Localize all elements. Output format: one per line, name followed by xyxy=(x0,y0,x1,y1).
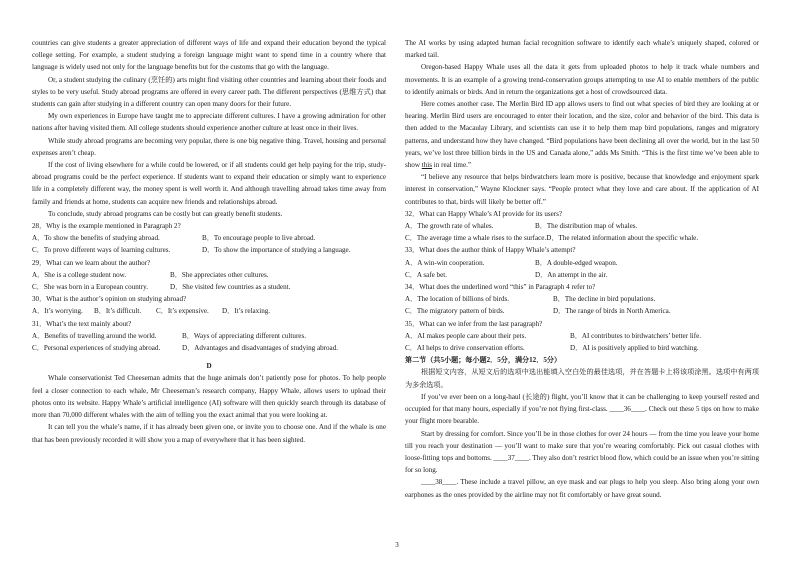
cloze-1-end: . Check out these 5 tips on how to make your flight more bearable. xyxy=(405,405,760,426)
question-32: 32．What can Happy Whale’s AI provide for its users? xyxy=(405,209,563,218)
option-31a: A．Benefits of travelling around the world. xyxy=(32,331,157,340)
option-28a: A．To show the benefits of studying abroad. xyxy=(32,234,160,243)
question-34-options-ab xyxy=(405,293,759,305)
option-34c: C．The migratory pattern of birds. xyxy=(405,307,505,316)
question-29: 29．What can we learn about the author? xyxy=(32,258,151,267)
option-32a: A．The growth rate of whales. xyxy=(405,222,494,231)
question-30: 30．What is the author’s opinion on studying abroad? xyxy=(32,295,187,304)
blank-37: ____37____ xyxy=(493,453,529,462)
question-33-options-cd xyxy=(405,269,759,281)
option-29b: B．She appreciates other cultures. xyxy=(170,270,269,279)
option-28b: B．To encourage people to live abroad. xyxy=(202,234,316,243)
question-34: 34．What does the underlined word “this” in Paragraph 4 refer to? xyxy=(405,283,596,292)
question-35: 35．What can we infer from the last paragraph? xyxy=(405,319,543,328)
option-33c: C．A safe bet. xyxy=(405,270,447,279)
option-35b: B．AI contributes to birdwatchers’ better life. xyxy=(570,331,702,340)
question-33: 33．What does the author think of Happy Whale’s attempt? xyxy=(405,246,576,255)
question-28-options-ab xyxy=(32,232,386,244)
passage-d-paragraph-3: The AI works by using adapted human facial recognition software to identify each whale’s uniquely shaped, colored or marked tail. xyxy=(405,39,759,60)
section-2-instructions: 根据短文内容，从短文后的选项中选出能填入空白处的最佳选项，并在答题卡上将该项涂黑。选项中有两项为多余选项。 xyxy=(405,368,759,389)
question-28: 28．Why is the example mentioned in Paragraph 2? xyxy=(32,222,181,231)
blank-38: ____38____ xyxy=(421,478,457,487)
cloze-3-text: . These include a travel pillow, an eye mask and ear plugs to help you sleep. Also bring along your own earphones as the ones provided by the airline may not fit comfortably or have great sound. xyxy=(405,478,759,499)
option-34a: A．The location of billions of birds. xyxy=(405,295,510,304)
question-35-options-ab xyxy=(405,330,759,342)
cloze-2-end: . They also don’t restrict blood flow, which could be an issue when you’re sitting for so long. xyxy=(405,453,759,475)
question-30-options xyxy=(32,305,386,317)
passage-d-paragraph-4: Oregon-based Happy Whale uses all the data it gets from uploaded photos to help it track whale numbers and movements. It is an example of a growing trend-conservation groups attempting to use AI to enable members of the public to identify animals or birds. And in return the organizations get a host of crowdsourced data. xyxy=(405,63,759,96)
section-d-heading: D xyxy=(206,362,212,371)
paragraph-5-text: Here comes another case. The Merlin Bird ID app allows users to find out what species of bird they are looking at or hearing. Merlin Bird users are encouraged to enter their location, and the size, color and behavior of the bird. This data is then added to the Macaulay Library, and scientists can use it to help them map bird populations, ranges and migratory patterns, and understand how they have changed. “Bird populations have been declining all over the world, but in the last 50 years, we’ve lost three billion birds in the US and Canada alone,” adds Ms Smith. “This is the first time we’ve been able to show xyxy=(405,100,759,170)
page-number: 3 xyxy=(395,541,399,549)
option-30a: A．It’s worrying. xyxy=(32,307,83,316)
option-32b: B．The distribution map of whales. xyxy=(535,222,638,231)
passage-d-paragraph-1: Whale conservationist Ted Cheeseman admits that the huge animals don’t patiently pose for photos. To help people feel a closer connection to each whale, Mr Cheeseman’s research company, Happy Whale, allows users to upload their photos onto its website. Happy Whale’s artificial intelligence (AI) software will then quickly search through its database of more than 70,000 different whales with the aim of telling you the exact animal that you were looking at. xyxy=(32,374,386,420)
passage-d-paragraph-2: It can tell you the whale’s name, if it has already been given one, or invite you to choose one. And if the whale is one that has been previously recorded it will show you a map of everywhere that it has been sighted. xyxy=(32,423,386,444)
option-28c: C．To prove different ways of learning cultures. xyxy=(32,246,171,255)
option-31d: D．Advantages and disadvantages of studying abroad. xyxy=(182,344,339,353)
passage-c-paragraph-3: My own experiences in Europe have taught me to appreciate different cultures. I have a growing admiration for other nations after having visited them. All college students should experience another culture at least once in their lives. xyxy=(32,112,386,133)
question-31-options-ab xyxy=(32,330,386,342)
option-33d: D．An attempt in the air. xyxy=(535,270,608,279)
cloze-paragraph-1 xyxy=(405,391,759,428)
option-34d: D．The range of birds in North America. xyxy=(553,307,671,316)
underlined-word-this: this xyxy=(421,161,433,170)
passage-c-paragraph-5: If the cost of living elsewhere for a while could be lowered, or if all students could get help paying for the trip, study- abroad programs could be the perfect experience. If students want to expand their education or simply want to experience life in a completely different way, the money spent is well worth it. And although travelling abroad takes time away from family and friends at home, students can acquire new friends and relationships abroad. xyxy=(32,161,386,206)
blank-36: ____36____ xyxy=(609,405,645,414)
cloze-paragraph-2 xyxy=(405,428,759,477)
paragraph-5-end: in real time.” xyxy=(432,161,472,170)
question-33-options-ab xyxy=(405,257,759,269)
passage-d-paragraph-5 xyxy=(405,98,759,171)
option-31c: C．Personal experiences of studying abroad. xyxy=(32,344,161,353)
question-34-options-cd xyxy=(405,305,759,317)
passage-c-paragraph-1: countries can give students a greater appreciation of different ways of life and expand their education beyond the typical college setting. For example, a student studying a foreign language might want to spend time in a country where that language is widely used not only for the language benefits but for the customs that go with the language. xyxy=(32,39,386,72)
option-28d: D．To show the importance of studying a language. xyxy=(202,246,351,255)
passage-d-paragraph-6: “I believe any resource that helps birdwatchers learn more is positive, because that knowledge and enjoyment spark interest in conservation,” Wayne Klockner says. “People protect what they love and care about. If the application of AI contributes to that, birds will likely be better off.” xyxy=(405,173,759,206)
passage-c-paragraph-4: While study abroad programs are becoming very popular, there is one big negative thing. Travel, housing and personal expenses aren’t cheap. xyxy=(32,136,386,157)
question-31-options-cd xyxy=(32,342,386,354)
question-32-options-ab xyxy=(405,220,759,232)
option-29a: A．She is a college student now. xyxy=(32,270,127,279)
cloze-2-text: Start by dressing for comfort. Since you’ll be in those clothes for over 24 hours — from the time you leave your home till you reach your destination — you’ll want to make sure that you’re wearing comfortably. Pick out casual clothes with loose-fitting tops and bottoms. xyxy=(405,429,759,462)
right-column xyxy=(405,37,759,501)
question-32-options-cd: C．The average time a whale rises to the surface.D．The related information about the specific whale. xyxy=(405,234,699,243)
passage-c-paragraph-6: To conclude, study abroad programs can be costly but can greatly benefit students. xyxy=(48,209,283,218)
option-35c: C．AI helps to drive conservation efforts. xyxy=(405,344,525,353)
option-35d: D．AI is positively applied to bird watching. xyxy=(570,344,699,353)
option-29c: C．She was born in a European country. xyxy=(32,283,148,292)
option-31b: B．Ways of appreciating different cultures. xyxy=(182,331,306,340)
option-30c: C．It’s expensive. xyxy=(156,307,209,316)
passage-c-paragraph-2: Or, a student studying the culinary (烹饪的) arts might find visiting other countries and learning about their foods and styles to be very useful. Study abroad programs are offered in every career path. The different perspectives (思维方式) that students can gain after studying in a different country can open many doors for their future. xyxy=(32,75,386,109)
option-29d: D．She visited few countries as a student. xyxy=(170,283,291,292)
option-30b: B．It’s difficult. xyxy=(94,307,142,316)
question-29-options-ab xyxy=(32,269,386,281)
option-34b: B．The decline in bird populations. xyxy=(553,295,656,304)
question-31: 31．What’s the text mainly about? xyxy=(32,319,132,328)
question-35-options-cd xyxy=(405,342,759,354)
option-33a: A．A win-win cooperation. xyxy=(405,258,485,267)
option-35a: A．AI makes people care about their pets. xyxy=(405,331,527,340)
left-column xyxy=(32,37,386,446)
cloze-1-text: If you’ve ever been on a long-haul (长途的) flight, you’ll know that it can be challenging to keep yourself rested and occupied for that many hours, especially if you’re not flying first-class. xyxy=(405,392,759,414)
option-33b: B．A double-edged weapon. xyxy=(535,258,618,267)
section-2-title: 第二节（共5小题；每小题2．5分，满分12．5分） xyxy=(405,356,562,365)
question-28-options-cd xyxy=(32,244,386,256)
cloze-paragraph-3 xyxy=(405,476,759,500)
option-30d: D．It’s relaxing. xyxy=(222,307,271,316)
question-29-options-cd xyxy=(32,281,386,293)
